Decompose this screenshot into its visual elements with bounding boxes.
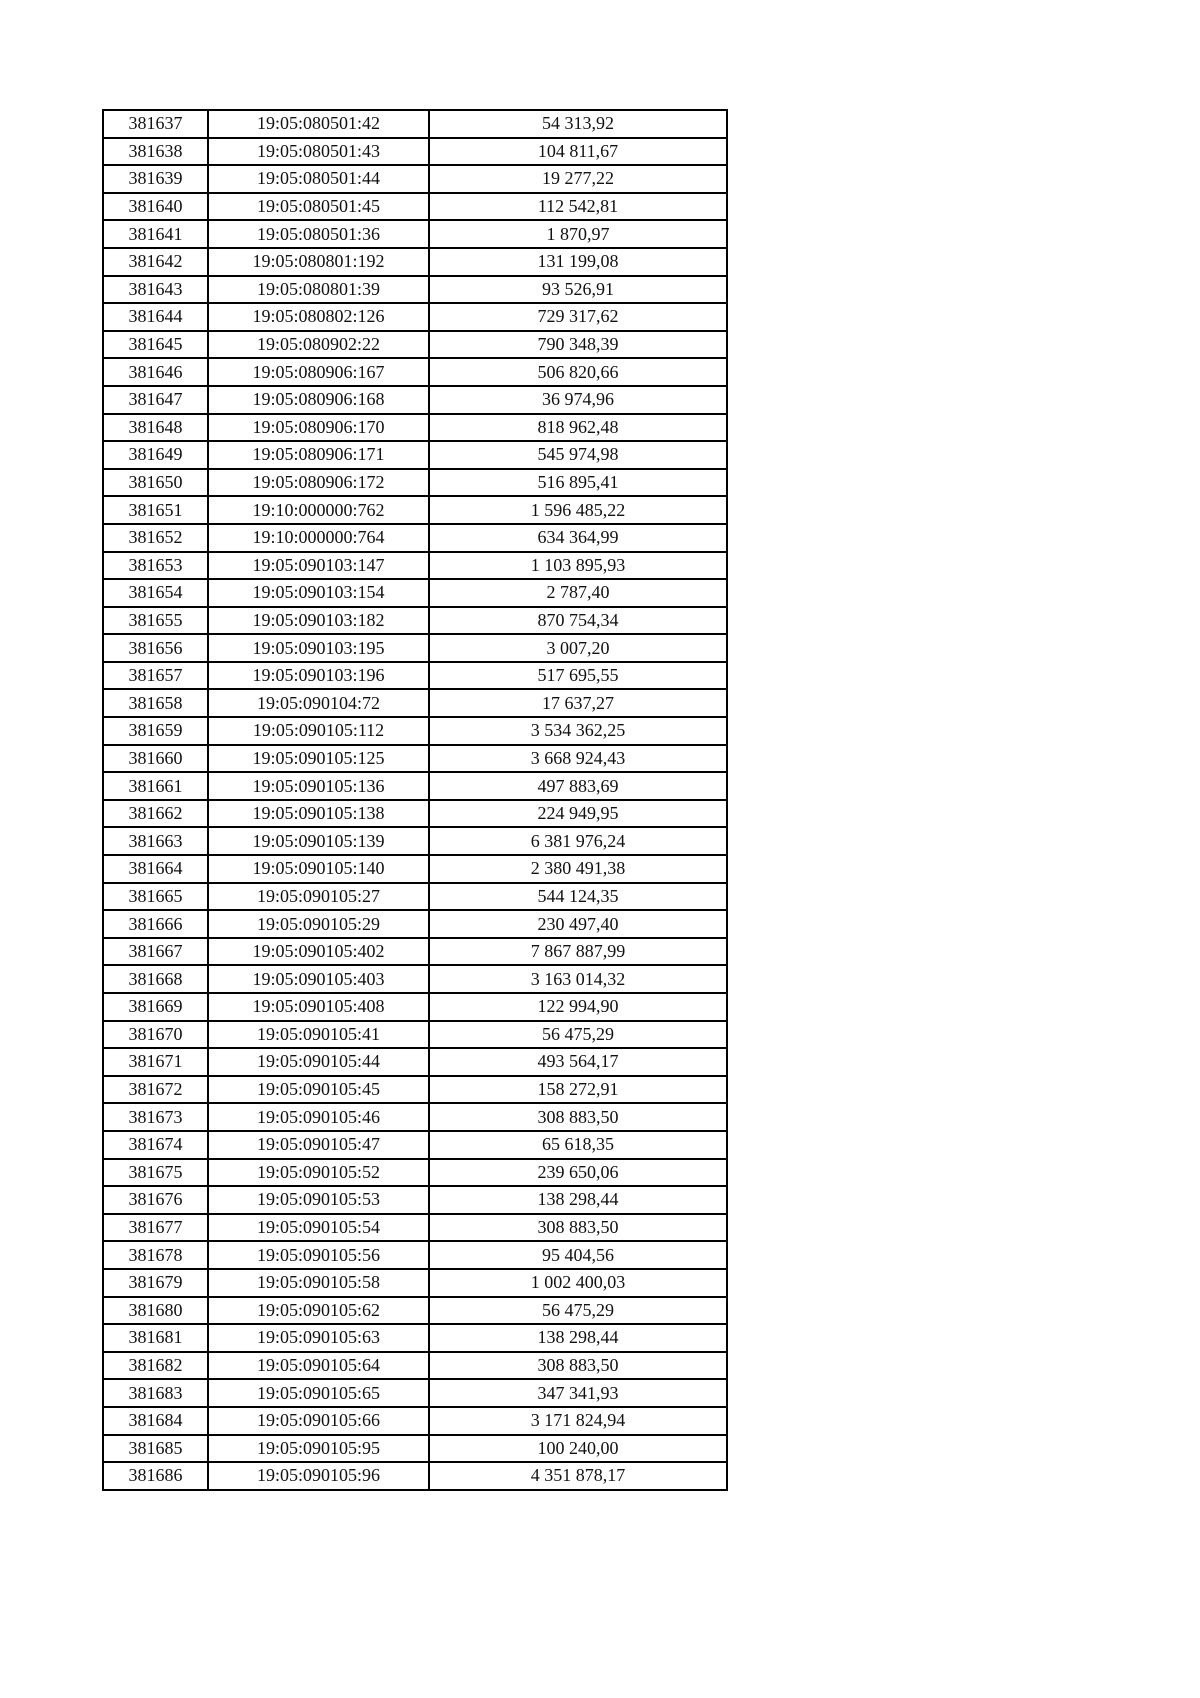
row-number-cell: 381681 <box>103 1324 208 1352</box>
table-row <box>103 110 727 138</box>
row-number-cell: 381661 <box>103 772 208 800</box>
table-row <box>103 138 727 166</box>
table-row <box>103 165 727 193</box>
value-cell: 4 351 878,17 <box>429 1462 727 1490</box>
value-cell: 308 883,50 <box>429 1214 727 1242</box>
value-cell: 95 404,56 <box>429 1241 727 1269</box>
cadastral-number-cell: 19:05:090105:58 <box>208 1269 429 1297</box>
row-number-cell: 381653 <box>103 552 208 580</box>
row-number-cell: 381648 <box>103 414 208 442</box>
value-cell: 3 668 924,43 <box>429 745 727 773</box>
cadastral-number-cell: 19:05:090104:72 <box>208 689 429 717</box>
table-row <box>103 662 727 690</box>
table-row <box>103 1241 727 1269</box>
value-cell: 230 497,40 <box>429 910 727 938</box>
row-number-cell: 381686 <box>103 1462 208 1490</box>
row-number-cell: 381637 <box>103 110 208 138</box>
table-row <box>103 303 727 331</box>
cadastral-number-cell: 19:05:080501:43 <box>208 138 429 166</box>
row-number-cell: 381652 <box>103 524 208 552</box>
row-number-cell: 381682 <box>103 1352 208 1380</box>
cadastral-number-cell: 19:05:090105:140 <box>208 855 429 883</box>
value-cell: 308 883,50 <box>429 1352 727 1380</box>
table-row <box>103 220 727 248</box>
row-number-cell: 381660 <box>103 745 208 773</box>
cadastral-number-cell: 19:05:090105:27 <box>208 883 429 911</box>
table-row <box>103 717 727 745</box>
cadastral-number-cell: 19:05:080906:171 <box>208 441 429 469</box>
table-row <box>103 1076 727 1104</box>
table-row <box>103 1021 727 1049</box>
cadastral-number-cell: 19:05:090105:136 <box>208 772 429 800</box>
cadastral-number-cell: 19:05:080501:45 <box>208 193 429 221</box>
cadastral-number-cell: 19:05:090103:154 <box>208 579 429 607</box>
table-row <box>103 910 727 938</box>
table-row <box>103 1103 727 1131</box>
cadastral-number-cell: 19:05:080906:170 <box>208 414 429 442</box>
row-number-cell: 381685 <box>103 1435 208 1463</box>
value-cell: 497 883,69 <box>429 772 727 800</box>
row-number-cell: 381665 <box>103 883 208 911</box>
value-cell: 19 277,22 <box>429 165 727 193</box>
cadastral-number-cell: 19:05:080906:172 <box>208 469 429 497</box>
row-number-cell: 381667 <box>103 938 208 966</box>
table-row <box>103 469 727 497</box>
value-cell: 54 313,92 <box>429 110 727 138</box>
value-cell: 729 317,62 <box>429 303 727 331</box>
table-row <box>103 552 727 580</box>
cadastral-number-cell: 19:05:080802:126 <box>208 303 429 331</box>
value-cell: 122 994,90 <box>429 993 727 1021</box>
cadastral-number-cell: 19:05:080501:44 <box>208 165 429 193</box>
row-number-cell: 381643 <box>103 276 208 304</box>
value-cell: 1 596 485,22 <box>429 496 727 524</box>
value-cell: 790 348,39 <box>429 331 727 359</box>
value-cell: 516 895,41 <box>429 469 727 497</box>
cadastral-number-cell: 19:05:090105:66 <box>208 1407 429 1435</box>
table-row <box>103 1214 727 1242</box>
row-number-cell: 381649 <box>103 441 208 469</box>
table-row <box>103 579 727 607</box>
value-cell: 56 475,29 <box>429 1297 727 1325</box>
table-row <box>103 883 727 911</box>
value-cell: 158 272,91 <box>429 1076 727 1104</box>
data-table <box>102 109 728 1491</box>
row-number-cell: 381657 <box>103 662 208 690</box>
table-row <box>103 524 727 552</box>
table-row <box>103 1462 727 1490</box>
value-cell: 3 163 014,32 <box>429 965 727 993</box>
row-number-cell: 381683 <box>103 1379 208 1407</box>
value-cell: 17 637,27 <box>429 689 727 717</box>
table-row <box>103 496 727 524</box>
table-row <box>103 827 727 855</box>
table-row <box>103 800 727 828</box>
table-row <box>103 1048 727 1076</box>
value-cell: 65 618,35 <box>429 1131 727 1159</box>
value-cell: 3 171 824,94 <box>429 1407 727 1435</box>
cadastral-number-cell: 19:05:090103:195 <box>208 634 429 662</box>
cadastral-number-cell: 19:05:080801:192 <box>208 248 429 276</box>
cadastral-number-cell: 19:05:090105:53 <box>208 1186 429 1214</box>
value-cell: 634 364,99 <box>429 524 727 552</box>
table-row <box>103 358 727 386</box>
row-number-cell: 381668 <box>103 965 208 993</box>
value-cell: 6 381 976,24 <box>429 827 727 855</box>
row-number-cell: 381679 <box>103 1269 208 1297</box>
value-cell: 3 007,20 <box>429 634 727 662</box>
table-row <box>103 1269 727 1297</box>
row-number-cell: 381641 <box>103 220 208 248</box>
row-number-cell: 381640 <box>103 193 208 221</box>
value-cell: 347 341,93 <box>429 1379 727 1407</box>
cadastral-number-cell: 19:05:080906:167 <box>208 358 429 386</box>
value-cell: 56 475,29 <box>429 1021 727 1049</box>
table-row <box>103 689 727 717</box>
cadastral-number-cell: 19:05:090105:52 <box>208 1159 429 1187</box>
row-number-cell: 381671 <box>103 1048 208 1076</box>
value-cell: 7 867 887,99 <box>429 938 727 966</box>
table-row <box>103 965 727 993</box>
cadastral-number-cell: 19:05:090105:62 <box>208 1297 429 1325</box>
cadastral-number-cell: 19:05:090105:54 <box>208 1214 429 1242</box>
value-cell: 93 526,91 <box>429 276 727 304</box>
row-number-cell: 381676 <box>103 1186 208 1214</box>
table-row <box>103 1352 727 1380</box>
value-cell: 870 754,34 <box>429 607 727 635</box>
table-row <box>103 331 727 359</box>
table-row <box>103 993 727 1021</box>
row-number-cell: 381677 <box>103 1214 208 1242</box>
table-row <box>103 441 727 469</box>
row-number-cell: 381669 <box>103 993 208 1021</box>
table-row <box>103 772 727 800</box>
cadastral-number-cell: 19:05:080801:39 <box>208 276 429 304</box>
value-cell: 506 820,66 <box>429 358 727 386</box>
table-row <box>103 745 727 773</box>
row-number-cell: 381664 <box>103 855 208 883</box>
table-row <box>103 1407 727 1435</box>
row-number-cell: 381656 <box>103 634 208 662</box>
value-cell: 1 103 895,93 <box>429 552 727 580</box>
cadastral-number-cell: 19:05:090105:64 <box>208 1352 429 1380</box>
value-cell: 239 650,06 <box>429 1159 727 1187</box>
row-number-cell: 381655 <box>103 607 208 635</box>
row-number-cell: 381659 <box>103 717 208 745</box>
value-cell: 104 811,67 <box>429 138 727 166</box>
table-row <box>103 248 727 276</box>
cadastral-number-cell: 19:05:090105:46 <box>208 1103 429 1131</box>
row-number-cell: 381644 <box>103 303 208 331</box>
cadastral-number-cell: 19:05:090105:63 <box>208 1324 429 1352</box>
table-row <box>103 634 727 662</box>
row-number-cell: 381645 <box>103 331 208 359</box>
value-cell: 545 974,98 <box>429 441 727 469</box>
row-number-cell: 381650 <box>103 469 208 497</box>
table-row <box>103 414 727 442</box>
cadastral-number-cell: 19:05:090103:196 <box>208 662 429 690</box>
table-row <box>103 386 727 414</box>
cadastral-number-cell: 19:05:090105:96 <box>208 1462 429 1490</box>
cadastral-number-cell: 19:05:090105:65 <box>208 1379 429 1407</box>
table-row <box>103 1435 727 1463</box>
value-cell: 112 542,81 <box>429 193 727 221</box>
row-number-cell: 381651 <box>103 496 208 524</box>
value-cell: 517 695,55 <box>429 662 727 690</box>
table-row <box>103 276 727 304</box>
row-number-cell: 381647 <box>103 386 208 414</box>
value-cell: 1 870,97 <box>429 220 727 248</box>
cadastral-number-cell: 19:05:090105:402 <box>208 938 429 966</box>
row-number-cell: 381639 <box>103 165 208 193</box>
cadastral-number-cell: 19:10:000000:762 <box>208 496 429 524</box>
table-row <box>103 938 727 966</box>
value-cell: 2 380 491,38 <box>429 855 727 883</box>
row-number-cell: 381658 <box>103 689 208 717</box>
row-number-cell: 381684 <box>103 1407 208 1435</box>
table-row <box>103 1379 727 1407</box>
value-cell: 138 298,44 <box>429 1186 727 1214</box>
value-cell: 818 962,48 <box>429 414 727 442</box>
value-cell: 224 949,95 <box>429 800 727 828</box>
cadastral-number-cell: 19:05:090105:112 <box>208 717 429 745</box>
table-row <box>103 1159 727 1187</box>
row-number-cell: 381646 <box>103 358 208 386</box>
row-number-cell: 381654 <box>103 579 208 607</box>
row-number-cell: 381678 <box>103 1241 208 1269</box>
table-body <box>103 110 727 1490</box>
value-cell: 493 564,17 <box>429 1048 727 1076</box>
cadastral-number-cell: 19:05:090105:47 <box>208 1131 429 1159</box>
value-cell: 138 298,44 <box>429 1324 727 1352</box>
table-row <box>103 607 727 635</box>
cadastral-number-cell: 19:05:090103:147 <box>208 552 429 580</box>
cadastral-number-cell: 19:05:090105:95 <box>208 1435 429 1463</box>
cadastral-number-cell: 19:05:090105:403 <box>208 965 429 993</box>
row-number-cell: 381672 <box>103 1076 208 1104</box>
cadastral-number-cell: 19:05:080906:168 <box>208 386 429 414</box>
cadastral-number-cell: 19:05:080501:42 <box>208 110 429 138</box>
cadastral-number-cell: 19:05:090105:125 <box>208 745 429 773</box>
value-cell: 308 883,50 <box>429 1103 727 1131</box>
table-row <box>103 1297 727 1325</box>
table-row <box>103 1131 727 1159</box>
row-number-cell: 381673 <box>103 1103 208 1131</box>
cadastral-number-cell: 19:05:090105:56 <box>208 1241 429 1269</box>
row-number-cell: 381670 <box>103 1021 208 1049</box>
value-cell: 3 534 362,25 <box>429 717 727 745</box>
cadastral-number-cell: 19:05:090105:138 <box>208 800 429 828</box>
value-cell: 2 787,40 <box>429 579 727 607</box>
cadastral-number-cell: 19:05:090105:44 <box>208 1048 429 1076</box>
table-row <box>103 1186 727 1214</box>
table-row <box>103 193 727 221</box>
value-cell: 544 124,35 <box>429 883 727 911</box>
row-number-cell: 381638 <box>103 138 208 166</box>
cadastral-number-cell: 19:05:090105:29 <box>208 910 429 938</box>
cadastral-number-cell: 19:05:090103:182 <box>208 607 429 635</box>
value-cell: 131 199,08 <box>429 248 727 276</box>
row-number-cell: 381680 <box>103 1297 208 1325</box>
cadastral-number-cell: 19:05:090105:139 <box>208 827 429 855</box>
cadastral-number-cell: 19:05:080902:22 <box>208 331 429 359</box>
cadastral-number-cell: 19:05:090105:45 <box>208 1076 429 1104</box>
row-number-cell: 381675 <box>103 1159 208 1187</box>
cadastral-number-cell: 19:05:090105:41 <box>208 1021 429 1049</box>
row-number-cell: 381663 <box>103 827 208 855</box>
row-number-cell: 381674 <box>103 1131 208 1159</box>
row-number-cell: 381642 <box>103 248 208 276</box>
row-number-cell: 381666 <box>103 910 208 938</box>
table-row <box>103 855 727 883</box>
row-number-cell: 381662 <box>103 800 208 828</box>
table-row <box>103 1324 727 1352</box>
cadastral-number-cell: 19:05:080501:36 <box>208 220 429 248</box>
value-cell: 1 002 400,03 <box>429 1269 727 1297</box>
value-cell: 36 974,96 <box>429 386 727 414</box>
value-cell: 100 240,00 <box>429 1435 727 1463</box>
cadastral-number-cell: 19:05:090105:408 <box>208 993 429 1021</box>
cadastral-number-cell: 19:10:000000:764 <box>208 524 429 552</box>
